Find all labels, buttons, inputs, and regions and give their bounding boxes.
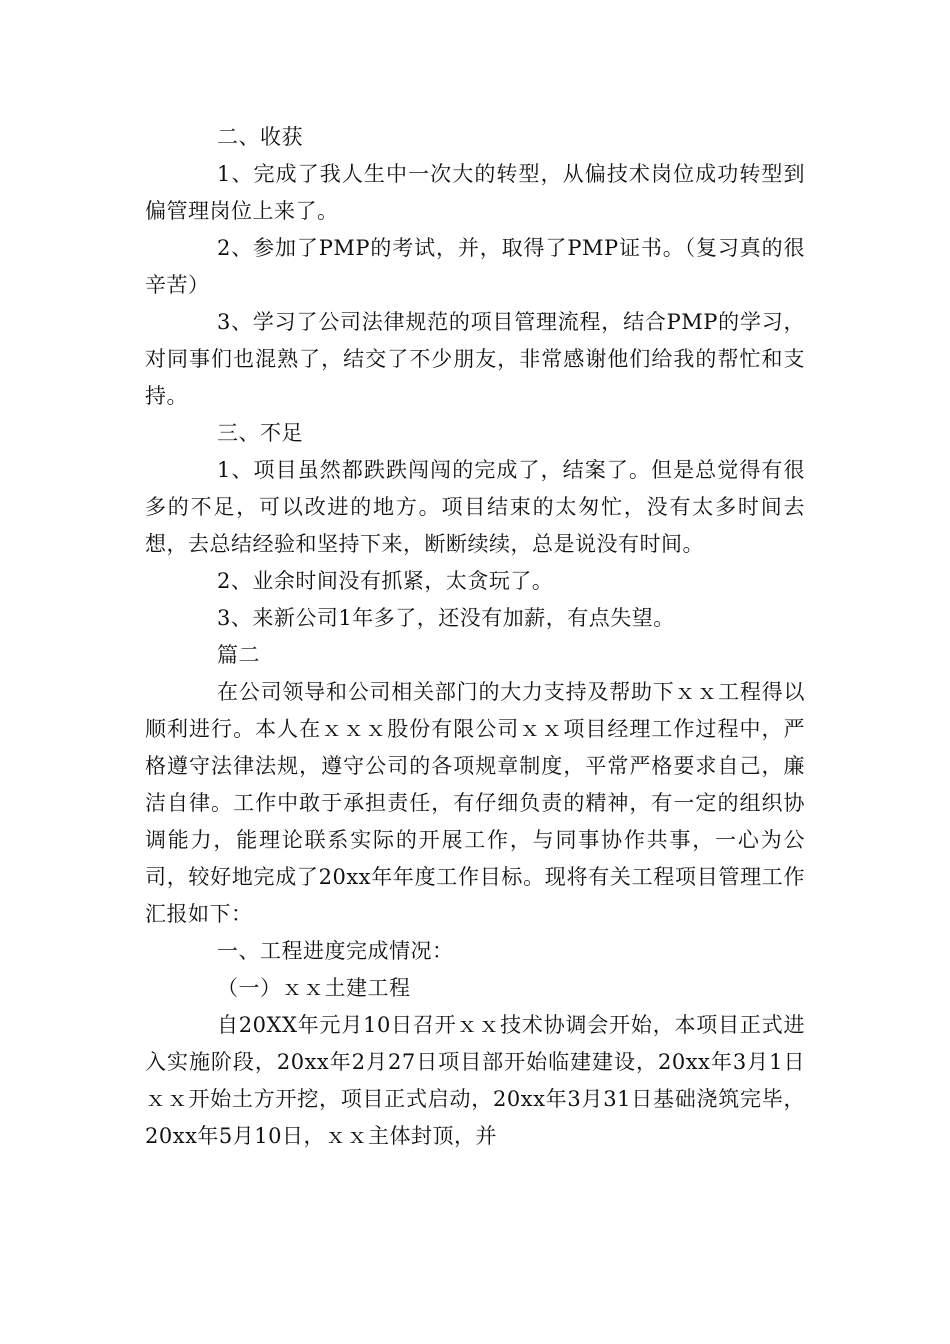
paragraph-gain-1: 1、完成了我人生中一次大的转型，从偏技术岗位成功转型到偏管理岗位上来了。 (145, 162, 805, 223)
paragraph-gain-3: 3、学习了公司法律规范的项目管理流程，结合PMP的学习，对同事们也混熟了，结交了不少朋友，非常感谢他们给我的帮忙和支持。 (145, 310, 805, 408)
section-heading-shortcomings: 三、不足 (217, 421, 303, 445)
paragraph-shortcoming-1: 1、项目虽然都跌跌闯闯的完成了，结案了。但是总觉得有很多的不足，可以改进的地方。项目结束的太匆忙，没有太多时间去想，去总结经验和坚持下来，断断续续，总是说没有时间。 (145, 458, 805, 556)
paragraph-intro: 在公司领导和公司相关部门的大力支持及帮助下ｘｘ工程得以顺利进行。本人在ｘｘｘ股份有限公司ｘｘ项目经理工作过程中，严格遵守法律法规，遵守公司的各项规章制度，平常严格要求自己，廉洁自律。工作中敢于承担责任，有仔细负责的精神，有一定的组织协调能力，能理论联系实际的开展工作，与同事协作共事，一心为公司，较好地完成了20xx年年度工作目标。现将有关工程项目管理工作汇报如下： (145, 680, 805, 926)
paragraph-shortcoming-3: 3、来新公司1年多了，还没有加薪，有点失望。 (217, 606, 675, 630)
section-heading-progress: 一、工程进度完成情况： (217, 939, 454, 963)
section-heading-gains: 二、收获 (217, 125, 303, 149)
paragraph-gain-2: 2、参加了PMP的考试，并，取得了PMP证书。（复习真的很辛苦） (145, 236, 805, 297)
subheading-civil-works: （一）ｘｘ土建工程 (217, 976, 411, 1000)
paragraph-shortcoming-2: 2、业余时间没有抓紧，太贪玩了。 (217, 569, 554, 593)
document-body (145, 119, 805, 1155)
paragraph-timeline: 自20XX年元月10日召开ｘｘ技术协调会开始，本项目正式进入实施阶段，20xx年2月27日项目部开始临建建设，20xx年3月1日ｘｘ开始土方开挖，项目正式启动，20xx年3月31日基础浇筑完毕，20xx年5月10日，ｘｘ主体封顶，并 (145, 1013, 805, 1148)
section-heading-part-two: 篇二 (217, 643, 260, 667)
